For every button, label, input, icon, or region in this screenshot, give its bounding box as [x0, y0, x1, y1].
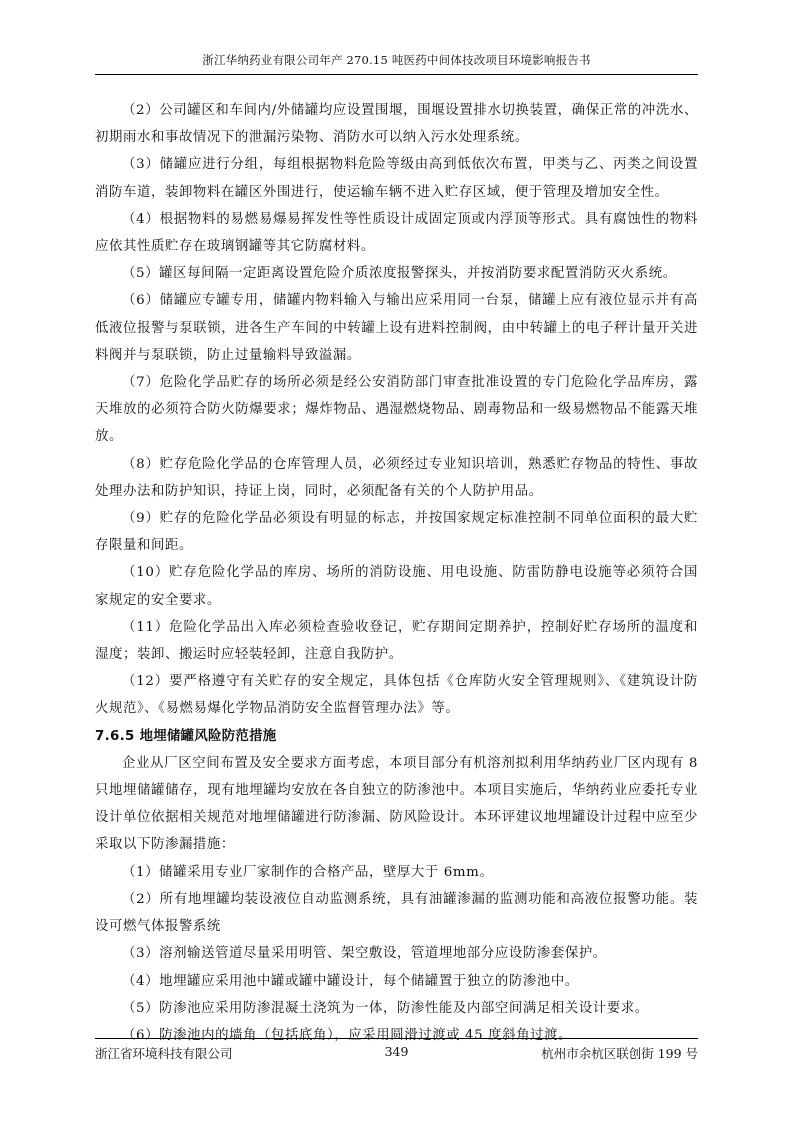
paragraph: （7）危险化学品贮存的场所必须是经公安消防部门审查批准设置的专门危险化学品库房，露天堆放的必须符合防火防爆要求；爆炸物品、遇湿燃烧物品、剧毒物品和一级易燃物品不能露天堆放。	[95, 375, 698, 445]
paragraph: （11）危险化学品出入库必须检查验收登记，贮存期间定期养护，控制好贮存场所的温度和湿度；装卸、搬运时应轻装轻卸，注意自我防护。	[95, 619, 698, 663]
paragraph: （12）要严格遵守有关贮存的安全规定，具体包括《仓库防火安全管理规则》、《建筑设计防火规范》、《易燃易爆化学物品消防安全监督管理办法》等。	[95, 674, 698, 717]
paragraph: （1）储罐采用专业厂家制作的合格产品，壁厚大于 6mm。	[122, 864, 494, 880]
paragraph: （9）贮存的危险化学品必须设有明显的标志，并按国家规定标准控制不同单位面积的最大贮存限量和间距。	[95, 511, 698, 554]
page-number: 349	[384, 1044, 409, 1059]
header-divider	[95, 74, 698, 75]
page-body	[95, 97, 698, 1049]
paragraph: （6）防渗池内的墙角（包括底角），应采用圆滑过渡或 45 度斜角过渡。	[122, 1027, 573, 1043]
page-footer	[95, 1044, 698, 1062]
footer-divider	[95, 1038, 698, 1039]
paragraph: （6）储罐应专罐专用，储罐内物料输入与输出应采用同一台泵，储罐上应有液位显示并有高低液位报警与泵联锁，进各生产车间的中转罐上设有进料控制阀，由中转罐上的电子秤计量开关进料阀并与泵联锁，防止过量输料导致溢漏。	[95, 293, 698, 363]
paragraph: （10）贮存危险化学品的库房、场所的消防设施、用电设施、防雷防静电设施等必须符合国家规定的安全要求。	[95, 565, 698, 608]
paragraph: （5）罐区每间隔一定距离设置危险介质浓度报警探头，并按消防要求配置消防灭火系统。	[122, 266, 677, 282]
section-heading: 7.6.5 地埋储罐风险防范措施	[95, 728, 277, 744]
paragraph: （4）根据物料的易燃易爆易挥发性等性质设计成固定顶或内浮顶等形式。具有腐蚀性的物料应依其性质贮存在玻璃钢罐等其它防腐材料。	[95, 211, 698, 255]
paragraph: （3）储罐应进行分组，每组根据物料危险等级由高到低依次布置，甲类与乙、丙类之间设置消防车道，装卸物料在罐区外围进行，使运输车辆不进入贮存区域，便于管理及增加安全性。	[95, 157, 698, 200]
paragraph: （5）防渗池应采用防渗混凝土浇筑为一体，防渗性能及内部空间满足相关设计要求。	[122, 1000, 649, 1016]
footer-address: 杭州市余杭区联创街 199 号	[541, 1046, 698, 1061]
paragraph: （3）溶剂输送管道尽量采用明管、架空敷设，管道埋地部分应设防渗套保护。	[122, 946, 607, 962]
footer-company: 浙江省环境科技有限公司	[95, 1046, 233, 1061]
page-header-title: 浙江华纳药业有限公司年产 270.15 吨医药中间体技改项目环境影响报告书	[202, 53, 591, 67]
paragraph: （4）地埋罐应采用池中罐或罐中罐设计，每个储罐置于独立的防渗池中。	[122, 973, 579, 989]
paragraph: （2）公司罐区和车间内/外储罐均应设置围堰，围堰设置排水切换装置，确保正常的冲洗水、初期雨水和事故情况下的泄漏污染物、消防水可以纳入污水处理系统。	[95, 103, 698, 146]
paragraph: （2）所有地埋罐均装设液位自动监测系统，具有油罐渗漏的监测功能和高液位报警功能。装设可燃气体报警系统	[95, 891, 698, 935]
paragraph: （8）贮存危险化学品的仓库管理人员，必须经过专业知识培训，熟悉贮存物品的特性、事故处理办法和防护知识，持证上岗，同时，必须配备有关的个人防护用品。	[95, 456, 698, 499]
paragraph: 企业从厂区空间布置及安全要求方面考虑，本项目部分有机溶剂拟利用华纳药业厂区内现有 8 只地埋储罐储存，现有地埋罐均安放在各自独立的防渗池中。本项目实施后，华纳药业应委托专业设计单位依据相关规范对地埋储罐进行防渗漏、防风险设计。本环评建议地埋罐设计过程中应至少采取以下防渗漏措施：	[95, 755, 698, 853]
